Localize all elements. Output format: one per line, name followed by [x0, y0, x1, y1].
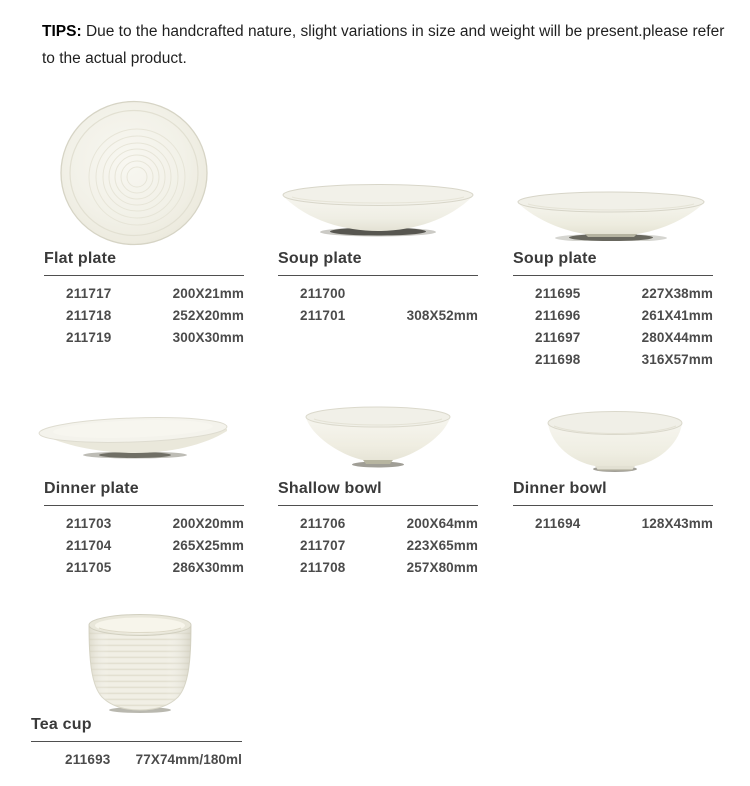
product-title: Tea cup [31, 716, 242, 742]
product-size: 316X57mm [641, 351, 713, 367]
soup-plate-wide-photo [515, 191, 707, 241]
table-row [513, 348, 713, 370]
product-size: 200X21mm [172, 285, 244, 301]
product-title: Shallow bowl [278, 480, 478, 506]
product-code: 211704 [66, 537, 112, 553]
spec-table [31, 742, 242, 770]
product-size: 223X65mm [406, 537, 478, 553]
table-row [31, 748, 242, 770]
product-size: 300X30mm [172, 329, 244, 345]
section-soup-plate-1 [278, 250, 478, 326]
product-size: 280X44mm [641, 329, 713, 345]
section-soup-plate-2 [513, 250, 713, 370]
product-code: 211698 [535, 351, 581, 367]
section-shallow-bowl [278, 480, 478, 578]
table-row [278, 512, 478, 534]
product-title: Flat plate [44, 250, 244, 276]
product-title: Dinner plate [44, 480, 244, 506]
table-row [44, 326, 244, 348]
tips-label: TIPS: [42, 23, 82, 40]
product-size: 200X20mm [172, 515, 244, 531]
product-code: 211695 [535, 285, 581, 301]
product-code: 211701 [300, 307, 346, 323]
product-title: Soup plate [278, 250, 478, 276]
table-row [513, 512, 713, 534]
product-code: 211718 [66, 307, 112, 323]
product-size: 286X30mm [172, 559, 244, 575]
product-code: 211707 [300, 537, 346, 553]
product-size: 227X38mm [641, 285, 713, 301]
product-code: 211697 [535, 329, 581, 345]
tips-text-line1: Due to the handcrafted nature, slight variations in size and weight will be present.please refer [85, 23, 725, 40]
product-code: 211706 [300, 515, 346, 531]
section-dinner-bowl [513, 480, 713, 534]
product-size: 261X41mm [641, 307, 713, 323]
table-row [44, 304, 244, 326]
table-row [513, 282, 713, 304]
section-tea-cup [31, 716, 242, 770]
table-row [44, 512, 244, 534]
product-size: 77X74mm/180ml [135, 751, 242, 767]
tea-cup-photo [85, 611, 195, 713]
product-title: Dinner bowl [513, 480, 713, 506]
product-title: Soup plate [513, 250, 713, 276]
product-code: 211717 [66, 285, 112, 301]
shallow-bowl-photo [303, 406, 453, 468]
soup-plate-photo [280, 183, 476, 237]
table-row [278, 282, 478, 304]
tips-note [42, 18, 742, 72]
table-row [278, 304, 478, 326]
tips-text-line2: to the actual product. [42, 50, 187, 67]
product-size: 265X25mm [172, 537, 244, 553]
product-code: 211719 [66, 329, 112, 345]
table-row [278, 534, 478, 556]
product-code: 211700 [300, 285, 346, 301]
spec-table [513, 276, 713, 370]
product-size: 257X80mm [406, 559, 478, 575]
section-flat-plate [44, 250, 244, 348]
flat-plate-photo [58, 100, 210, 246]
product-size: 200X64mm [406, 515, 478, 531]
product-code: 211694 [535, 515, 581, 531]
product-code: 211705 [66, 559, 112, 575]
product-size: 128X43mm [641, 515, 713, 531]
spec-table [513, 506, 713, 534]
table-row [513, 304, 713, 326]
product-code: 211696 [535, 307, 581, 323]
table-row [44, 534, 244, 556]
dinner-bowl-photo [545, 410, 685, 472]
product-code: 211703 [66, 515, 112, 531]
spec-table [44, 506, 244, 578]
table-row [44, 282, 244, 304]
spec-table [278, 276, 478, 326]
table-row [278, 556, 478, 578]
table-row [513, 326, 713, 348]
table-row [44, 556, 244, 578]
section-dinner-plate [44, 480, 244, 578]
product-code: 211708 [300, 559, 346, 575]
spec-table [44, 276, 244, 348]
dinner-plate-photo [35, 415, 231, 461]
spec-table [278, 506, 478, 578]
product-size: 308X52mm [406, 307, 478, 323]
product-code: 211693 [65, 751, 111, 767]
product-size: 252X20mm [172, 307, 244, 323]
